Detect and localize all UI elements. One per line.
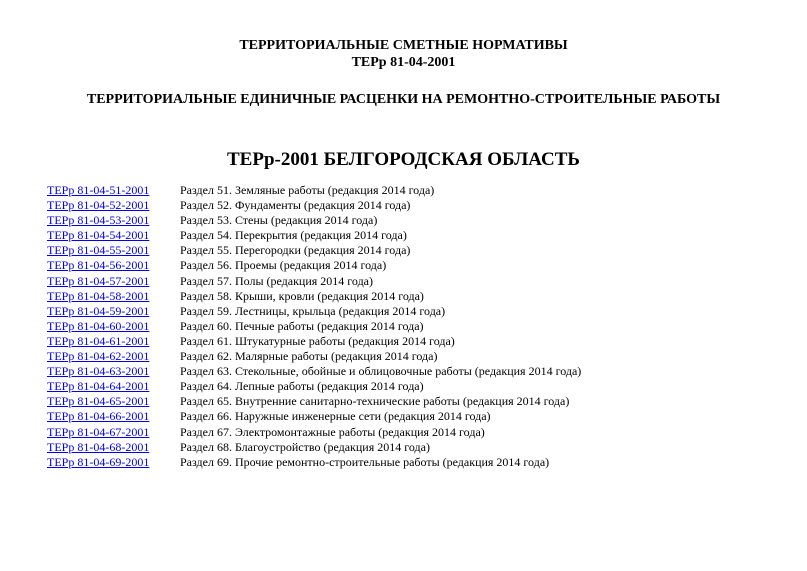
section-link-62[interactable]: ТЕРр 81-04-62-2001 [47,349,150,364]
section-title-61: Раздел 61. Штукатурные работы (редакция 2014 года) [180,333,455,348]
section-link-57[interactable]: ТЕРр 81-04-57-2001 [47,273,150,288]
document-header-line1: ТЕРРИТОРИАЛЬНЫЕ СМЕТНЫЕ НОРМАТИВЫ [239,38,568,53]
section-row [47,364,581,379]
section-row [47,425,581,440]
section-row [47,440,581,455]
section-row [47,409,581,424]
section-list [47,183,581,470]
document-subtitle: ТЕРРИТОРИАЛЬНЫЕ ЕДИНИЧНЫЕ РАСЦЕНКИ НА РЕМОНТНО-СТРОИТЕЛЬНЫЕ РАБОТЫ [86,92,721,107]
section-row [47,228,581,243]
section-title-51: Раздел 51. Земляные работы (редакция 2014 года) [180,183,435,197]
section-link-67[interactable]: ТЕРр 81-04-67-2001 [47,424,150,439]
section-title-59: Раздел 59. Лестницы, крыльца (редакция 2014 года) [180,303,446,318]
section-title-62: Раздел 62. Малярные работы (редакция 2014 года) [180,349,438,364]
section-row [47,289,581,304]
section-row [47,274,581,289]
section-row [47,183,581,198]
section-row [47,334,581,349]
section-row [47,243,581,258]
section-title-66: Раздел 66. Наружные инженерные сети (редакция 2014 года) [180,409,491,424]
section-link-68[interactable]: ТЕРр 81-04-68-2001 [47,439,150,454]
section-link-52[interactable]: ТЕРр 81-04-52-2001 [47,198,150,213]
section-title-54: Раздел 54. Перекрытия (редакция 2014 года) [180,228,407,243]
section-link-63[interactable]: ТЕРр 81-04-63-2001 [47,364,150,379]
region-title: ТЕРр-2001 БЕЛГОРОДСКАЯ ОБЛАСТЬ [227,149,580,170]
section-row [47,304,581,319]
document-header-line2: ТЕРр 81-04-2001 [351,55,456,70]
section-link-61[interactable]: ТЕРр 81-04-61-2001 [47,333,150,348]
section-title-69: Раздел 69. Прочие ремонтно-строительные работы (редакция 2014 года) [180,454,550,469]
section-link-51[interactable]: ТЕРр 81-04-51-2001 [47,183,150,197]
section-title-65: Раздел 65. Внутренние санитарно-технические работы (редакция 2014 года) [180,394,570,409]
section-title-63: Раздел 63. Стекольные, обойные и облицовочные работы (редакция 2014 года) [180,364,582,379]
section-row [47,213,581,228]
section-link-60[interactable]: ТЕРр 81-04-60-2001 [47,318,150,333]
section-title-52: Раздел 52. Фундаменты (редакция 2014 года) [180,198,411,213]
section-row [47,198,581,213]
section-row [47,258,581,273]
section-link-56[interactable]: ТЕРр 81-04-56-2001 [47,258,150,273]
section-title-55: Раздел 55. Перегородки (редакция 2014 года) [180,243,411,258]
section-row [47,379,581,394]
section-title-56: Раздел 56. Проемы (редакция 2014 года) [180,258,387,273]
section-link-59[interactable]: ТЕРр 81-04-59-2001 [47,303,150,318]
section-title-64: Раздел 64. Лепные работы (редакция 2014 года) [180,379,424,394]
section-link-55[interactable]: ТЕРр 81-04-55-2001 [47,243,150,258]
section-title-58: Раздел 58. Крыши, кровли (редакция 2014 года) [180,288,424,303]
section-row [47,349,581,364]
section-title-67: Раздел 67. Электромонтажные работы (редакция 2014 года) [180,424,485,439]
section-link-69[interactable]: ТЕРр 81-04-69-2001 [47,454,150,469]
section-title-57: Раздел 57. Полы (редакция 2014 года) [180,273,373,288]
section-link-65[interactable]: ТЕРр 81-04-65-2001 [47,394,150,409]
section-row [47,394,581,409]
section-link-58[interactable]: ТЕРр 81-04-58-2001 [47,288,150,303]
section-link-64[interactable]: ТЕРр 81-04-64-2001 [47,379,150,394]
section-link-54[interactable]: ТЕРр 81-04-54-2001 [47,228,150,243]
section-link-53[interactable]: ТЕРр 81-04-53-2001 [47,213,150,228]
section-title-60: Раздел 60. Печные работы (редакция 2014 года) [180,318,424,333]
section-title-68: Раздел 68. Благоустройство (редакция 2014 года) [180,439,430,454]
section-title-53: Раздел 53. Стены (редакция 2014 года) [180,213,378,228]
section-row [47,455,581,470]
section-link-66[interactable]: ТЕРр 81-04-66-2001 [47,409,150,424]
section-row [47,319,581,334]
